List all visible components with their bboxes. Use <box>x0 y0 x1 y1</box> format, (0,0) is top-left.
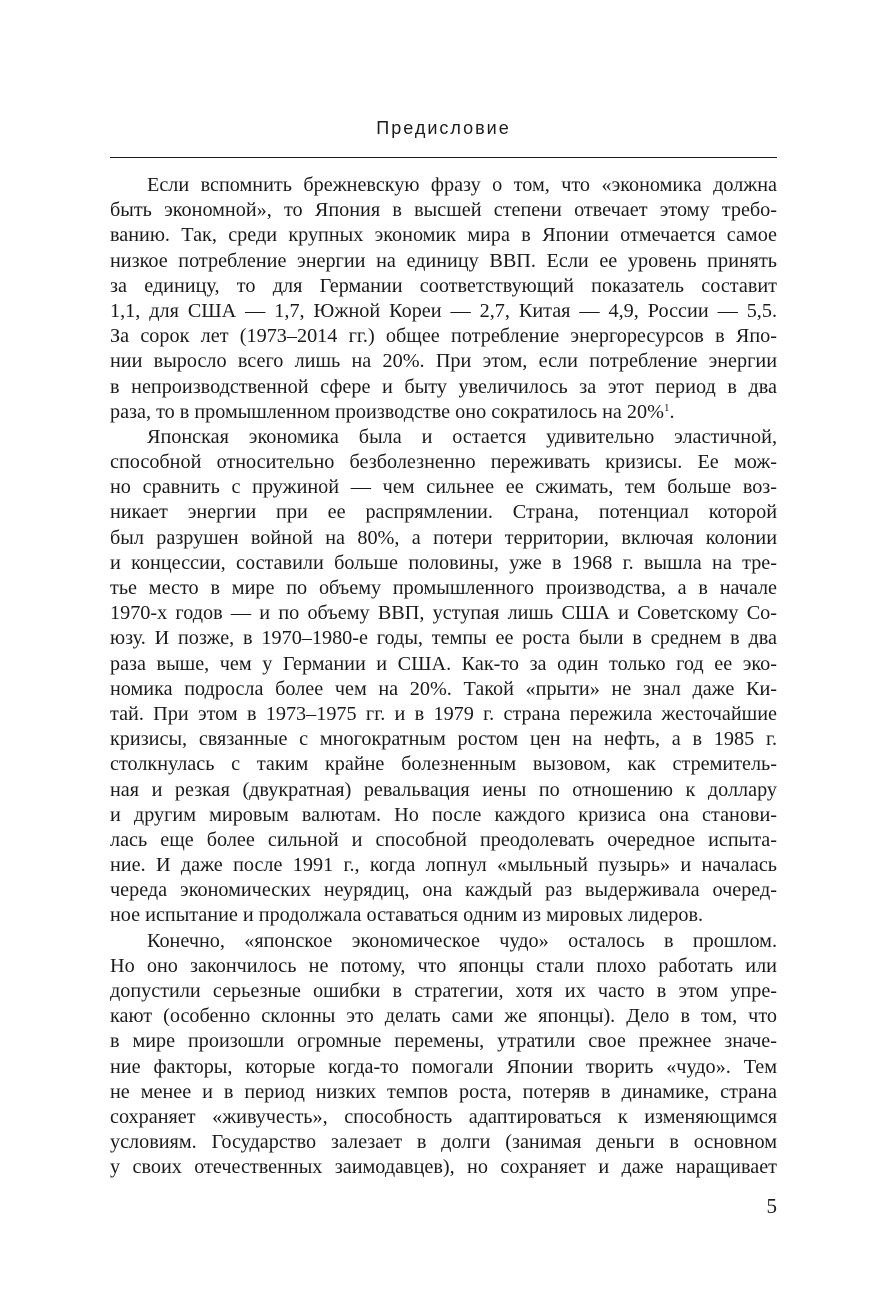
text-line: тай. При этом в 1973–1975 гг. и в 1979 г. страна пережила жесточайшие <box>110 702 777 725</box>
text-line: быть экономной», то Япония в высшей степени отвечает этому требо- <box>110 199 777 222</box>
paragraph-1 <box>110 173 777 425</box>
text-line <box>110 400 777 425</box>
text-line: 1,1, для США — 1,7, Южной Кореи — 2,7, Китая — 4,9, России — 5,5. <box>110 299 777 322</box>
body-text <box>110 173 777 1181</box>
text-line: условиям. Государство залезает в долги (занимая деньги в основном <box>110 1131 777 1154</box>
text-line: в непроизводственной сфере и быту увеличилось за этот период в два <box>110 375 777 398</box>
text-line: низкое потребление энергии на единицу ВВП. Если ее уровень принять <box>110 249 777 272</box>
paragraph-2 <box>110 425 777 929</box>
text-line: тье место в мире по объему промышленного производства, а в начале <box>110 577 777 599</box>
text-line: номика подросла более чем на 20%. Такой «прыти» не знал даже Ки- <box>110 677 777 700</box>
text-line: нии выросло всего лишь на 20%. При этом, если потребление энергии <box>110 350 777 373</box>
page-number: 5 <box>766 1194 777 1218</box>
text-line: но сравнить с пружиной — чем сильнее ее сжимать, тем больше воз- <box>110 476 777 499</box>
text-line: Японская экономика была и остается удивительно эластичной, <box>147 425 777 448</box>
text-line: Если вспомнить брежневскую фразу о том, что «экономика должна <box>147 174 777 196</box>
text-line: столкнулась с таким крайне болезненным вызовом, как стремитель- <box>110 753 777 776</box>
text-line: ванию. Так, среди крупных экономик мира в Японии отмечается самое <box>110 224 777 247</box>
text-line: допустили серьезные ошибки в стратегии, хотя их часто в этом упре- <box>110 980 777 1002</box>
text-line: ная и резкая (двукратная) ревальвация иены по отношению к доллару <box>110 778 777 801</box>
footnote-reference[interactable]: 1 <box>663 401 670 414</box>
sentence-end: . <box>669 400 675 423</box>
text-line: и другим мировым валютам. Но после каждого кризиса она станови- <box>110 803 777 826</box>
text-line: ние факторы, которые когда-то помогали Японии творить «чудо». Тем <box>110 1055 777 1078</box>
text-line-content: раза, то в промышленном производстве оно сократилось на 20% <box>110 400 664 423</box>
header-rule <box>110 157 777 158</box>
text-line: кризисы, связанные с многократным ростом цен на нефть, а в 1985 г. <box>110 728 777 751</box>
text-line: за единицу, то для Германии соответствующий показатель составит <box>110 274 777 297</box>
text-line: не менее и в период низких темпов роста, потеряв в динамике, страна <box>110 1080 777 1103</box>
text-line: череда экономических неурядиц, она каждый раз выдерживала очеред- <box>110 879 777 902</box>
text-line: никает энергии при ее распрямлении. Страна, потенциал которой <box>110 501 777 524</box>
text-line: способной относительно безболезненно переживать кризисы. Ее мож- <box>110 451 777 474</box>
paragraph-3 <box>110 929 777 1181</box>
text-line: сохраняет «живучесть», способность адаптироваться к изменяющимся <box>110 1105 777 1128</box>
text-line: лась еще более сильной и способной преодолевать очередное испыта- <box>110 828 777 851</box>
text-line: был разрушен войной на 80%, а потери территории, включая колонии <box>110 526 777 549</box>
text-line: ние. И даже после 1991 г., когда лопнул «мыльный пузырь» и началась <box>110 854 777 877</box>
running-title: Предисловие <box>376 118 511 138</box>
text-line: в мире произошли огромные перемены, утратили свое прежнее значе- <box>110 1030 777 1053</box>
text-line: Но оно закончилось не потому, что японцы стали плохо работать или <box>110 954 777 977</box>
text-line: За сорок лет (1973–2014 гг.) общее потребление энергоресурсов в Япо- <box>110 325 777 348</box>
text-line: у своих отечественных заимодавцев), но сохраняет и даже наращивает <box>110 1156 777 1179</box>
text-line: раза выше, чем у Германии и США. Как-то за один только год ее эко- <box>110 652 777 675</box>
text-line: Конечно, «японское экономическое чудо» осталось в прошлом. <box>147 929 777 952</box>
text-line: ное испытание и продолжала оставаться одним из мировых лидеров. <box>110 904 704 927</box>
text-line: юзу. И позже, в 1970–1980-е годы, темпы ее роста были в среднем в два <box>110 627 777 650</box>
text-line: кают (особенно склонны это делать сами же японцы). Дело в том, что <box>110 1005 777 1028</box>
text-line: и концессии, составили больше половины, уже в 1968 г. вышла на тре- <box>110 551 777 574</box>
text-line: 1970-х годов — и по объему ВВП, уступая лишь США и Советскому Со- <box>110 602 777 625</box>
